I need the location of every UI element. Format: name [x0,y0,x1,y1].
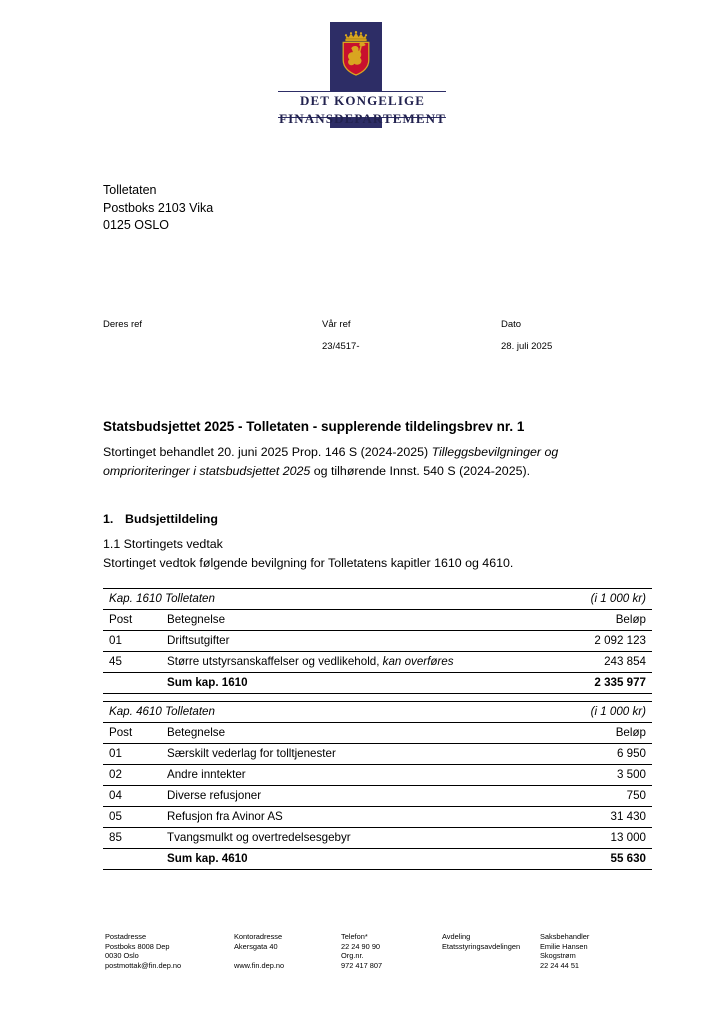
subsection-title: 1.1 Stortingets vedtak [103,537,223,551]
cell-belop: 2 092 123 [536,631,652,652]
table-caption: Kap. 1610 Tolletaten [103,589,536,610]
intro-text-1: Stortinget behandlet 20. juni 2025 Prop. 146 S (2024-2025) [103,445,432,459]
footer-orgnr-label: Org.nr. [341,951,364,961]
var-ref-label: Vår ref [322,319,351,330]
budget-table-4610 [103,701,652,870]
table-header-row [103,610,652,631]
addressee-name: Tolletaten [103,183,157,197]
footer-orgnr-value: 972 417 807 [341,960,383,970]
cell-post: 04 [103,786,167,807]
page-title: Statsbudsjettet 2025 - Tolletaten - supplerende tildelingsbrev nr. 1 [103,419,525,434]
cell-betegnelse [167,631,536,652]
footer-saksbehandler-column [540,932,660,970]
table-row [103,828,652,849]
var-ref-column [322,318,360,354]
cell-betegnelse: Særskilt vederlag for tolltjenester [167,744,536,765]
table-unit: (i 1 000 kr) [536,702,652,723]
cell-post: 05 [103,807,167,828]
dato-value: 28. juli 2025 [501,341,553,352]
norwegian-coat-of-arms-icon [338,30,374,76]
table-row [103,631,652,652]
column-header-betegnelse: Betegnelse [167,610,536,631]
table-row [103,807,652,828]
column-header-belop: Beløp [536,610,652,631]
footer-telefon-column [341,932,436,970]
cell-post: 01 [103,744,167,765]
footer-kontoradresse-column [234,932,334,970]
table-caption-row [103,702,652,723]
table-sum-row [103,673,652,694]
footer-telefon-label: Telefon* [341,932,368,941]
cell-post: 85 [103,828,167,849]
footer-kontoradresse-line1: Akersgata 40 [234,941,278,951]
footer-avdeling-column [442,932,542,951]
addressee-city: 0125 OSLO [103,218,170,232]
table-header-row [103,723,652,744]
cell-betegnelse-text: Større utstyrsanskaffelser og vedlikehold, [167,655,383,668]
cell-sum-value: 2 335 977 [536,673,652,694]
footer-saksbehandler-phone: 22 24 44 51 [540,960,580,970]
cell-betegnelse-text: Driftsutgifter [167,634,230,647]
section-number: 1. [103,512,114,526]
table-row [103,744,652,765]
cell-belop: 31 430 [536,807,652,828]
section-heading [103,512,218,526]
var-ref-value: 23/4517- [322,341,360,352]
table-caption: Kap. 4610 Tolletaten [103,702,536,723]
column-header-post: Post [103,610,167,631]
footer-postadresse-line2: 0030 Oslo [105,951,139,961]
cell-belop: 13 000 [536,828,652,849]
cell-sum-label: Sum kap. 1610 [167,673,536,694]
footer-avdeling-value: Etatsstyringsavdelingen [442,941,521,951]
budget-table-1610 [103,588,652,694]
cell-belop: 3 500 [536,765,652,786]
cell-betegnelse: Refusjon fra Avinor AS [167,807,536,828]
deres-ref-column [103,318,142,340]
column-header-betegnelse: Betegnelse [167,723,536,744]
table-row [103,652,652,673]
cell-betegnelse-italic: kan overføres [382,655,454,668]
logo-wordmark [268,92,458,128]
cell-sum-label: Sum kap. 4610 [167,849,536,870]
table-caption-row [103,589,652,610]
cell-sum-value: 55 630 [536,849,652,870]
footer-postadresse-label: Postadresse [105,932,147,941]
intro-italic-title: Tilleggsbevilgninger og omprioriteringer i statsbudsjettet 2025 [103,445,559,478]
subsection-block [103,535,513,572]
logo-line-1: DET KONGELIGE [300,93,425,108]
footer-saksbehandler-name2: Skogstrøm [540,951,576,961]
dato-label: Dato [501,319,522,330]
deres-ref-label: Deres ref [103,319,143,330]
intro-paragraph [103,443,613,480]
footer-postadresse-column [105,932,230,970]
logo-line-2: FINANSDEPARTEMENT [279,111,446,126]
cell-post: 02 [103,765,167,786]
footer-email[interactable]: postmottak@fin.dep.no [105,960,182,970]
footer-postadresse-line1: Postboks 8008 Dep [105,941,170,951]
footer-kontoradresse-label: Kontoradresse [234,932,283,941]
cell-betegnelse: Diverse refusjoner [167,786,536,807]
cell-betegnelse: Tvangsmulkt og overtredelsesgebyr [167,828,536,849]
cell-sum-spacer [103,849,167,870]
dato-column [501,318,552,354]
footer-saksbehandler-name: Emilie Hansen [540,941,588,951]
cell-sum-spacer [103,673,167,694]
footer-saksbehandler-label: Saksbehandler [540,932,590,941]
cell-belop: 6 950 [536,744,652,765]
column-header-post: Post [103,723,167,744]
column-header-belop: Beløp [536,723,652,744]
table-unit: (i 1 000 kr) [536,589,652,610]
section-title: Budsjettildeling [125,512,218,526]
table-row [103,786,652,807]
addressee-block [103,182,213,235]
addressee-street: Postboks 2103 Vika [103,200,214,215]
subsection-text: Stortinget vedtok følgende bevilgning for Tolletatens kapitler 1610 og 4610. [103,555,514,570]
footer-spacer [234,951,334,961]
footer-telefon-number: 22 24 90 90 [341,941,381,951]
table-sum-row [103,849,652,870]
cell-belop: 243 854 [536,652,652,673]
cell-belop: 750 [536,786,652,807]
intro-text-2: og tilhørende Innst. 540 S (2024-2025). [310,463,531,478]
cell-post: 01 [103,631,167,652]
table-row [103,765,652,786]
footer-website[interactable]: www.fin.dep.no [234,960,285,970]
cell-betegnelse: Andre inntekter [167,765,536,786]
cell-betegnelse [167,652,536,673]
cell-post: 45 [103,652,167,673]
department-logo [0,22,725,130]
footer-avdeling-label: Avdeling [442,932,471,941]
